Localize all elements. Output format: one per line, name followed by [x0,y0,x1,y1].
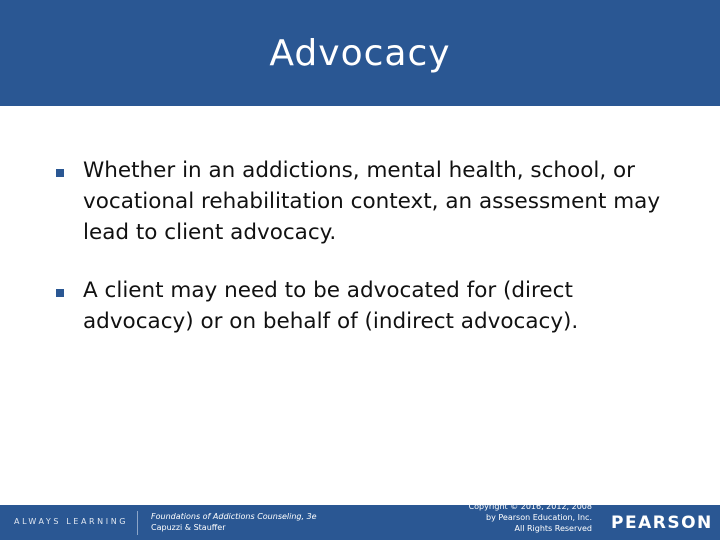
always-learning-tagline: ALWAYS LEARNING [14,517,129,526]
title-band [0,0,720,106]
footer-divider [137,511,138,535]
bullet-text: Whether in an addictions, mental health, school, or vocational rehabilitation context, an assessment may lead to client advocacy. [83,158,661,245]
bullet-square-icon [56,169,64,177]
copyright-line: Copyright © 2016, 2012, 2008 [468,502,592,511]
pearson-logo: PEARSON [611,513,713,533]
bullet-text: A client may need to be advocated for (direct advocacy) or on behalf of (indirect advocacy). [83,278,579,334]
book-authors: Capuzzi & Stauffer [151,523,226,532]
copyright-line: All Rights Reserved [514,524,592,533]
bullet-square-icon [56,289,64,297]
copyright-line: by Pearson Education, Inc. [486,513,592,522]
copyright-notice [410,501,592,534]
slide-title: Advocacy [269,33,451,74]
book-citation [151,511,317,533]
footer-bar [0,502,720,540]
book-title: Foundations of Addictions Counseling, 3e [151,512,317,521]
